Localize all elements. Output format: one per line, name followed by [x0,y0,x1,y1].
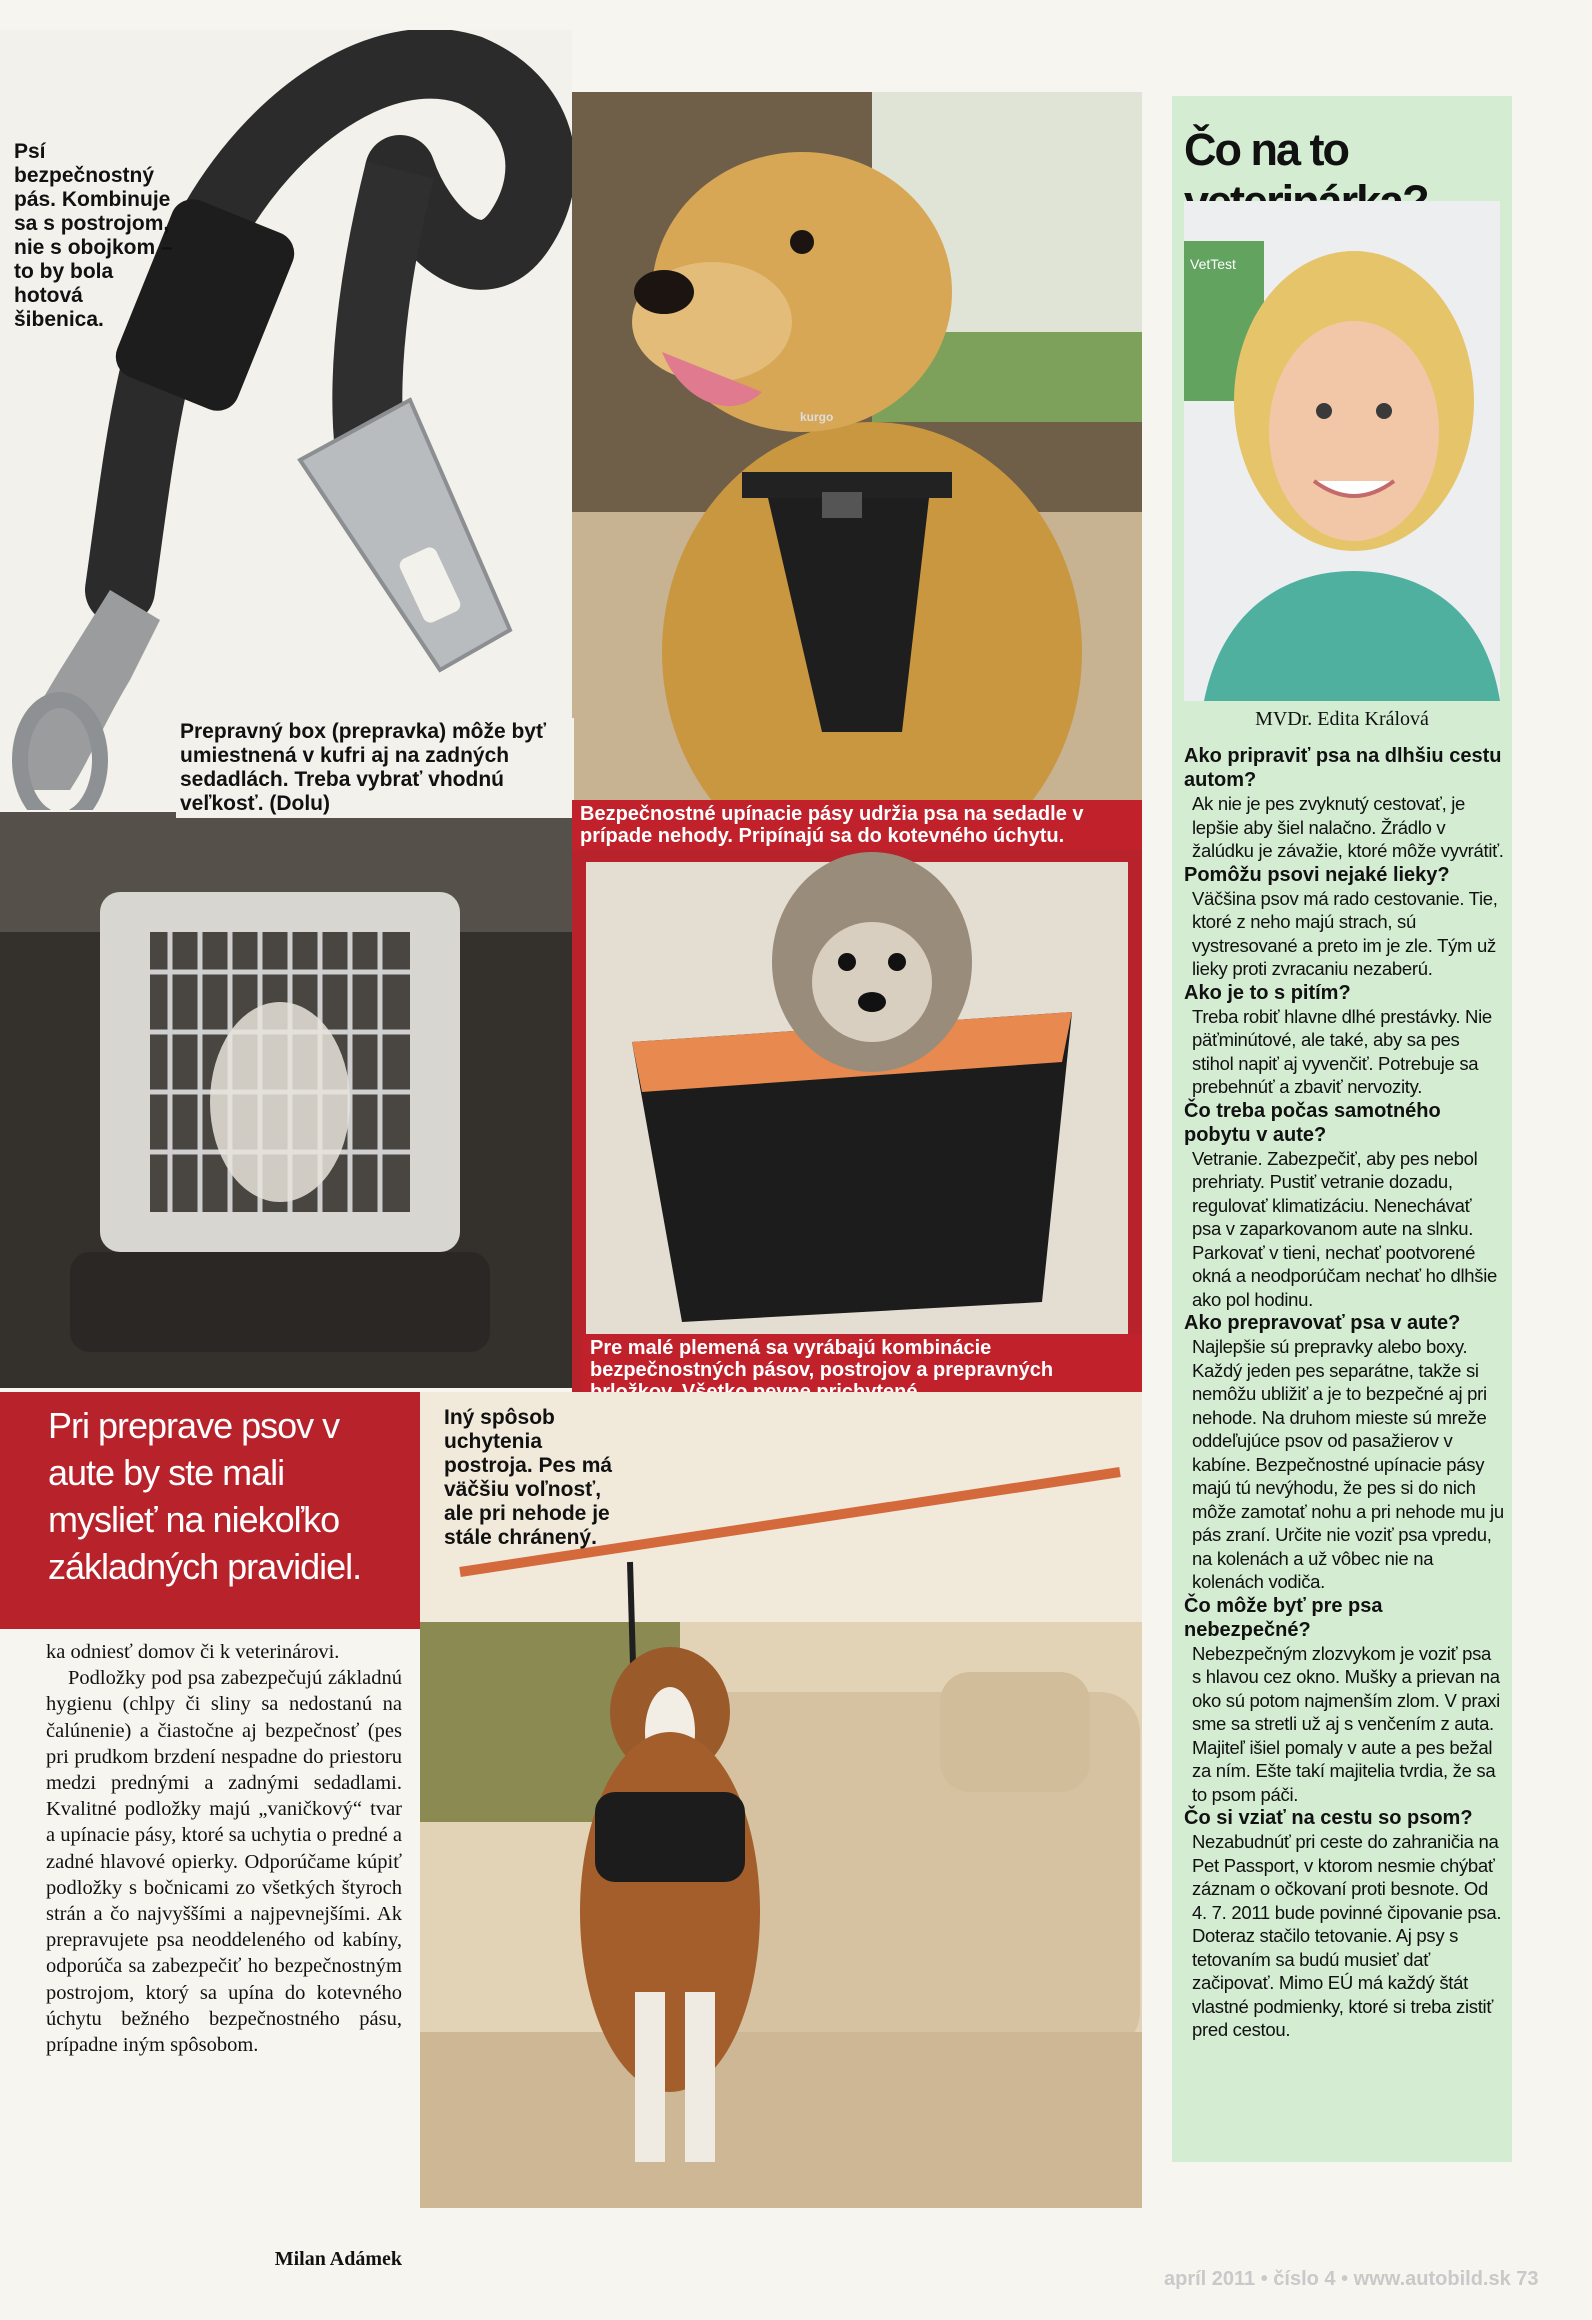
qa-question-4: Čo treba počas samotného pobytu v aute? [1184,1099,1441,1146]
qa-answer-5: Najlepšie sú prepravky alebo boxy. Každý jeden pes separátne, takže si nemôžu ubližiť a je to bezpečné aj pri nehode. Na druhom mieste sú mreže oddeľujúce psov od pasažierov v kabíne. Bezpečnostné upínacie pásy majú tú nevýhodu, že pes si do nich môže zamotať nohu a pri nehode mu ju pás zraní. Určite nie voziť psa vpredu, na kolenách a už vôbec nie na kolenách vodiča. [1192,1336,1504,1592]
pullquote-text: Pri preprave psov v aute by ste mali myslieť na niekoľko základných pravidiel. [48,1405,362,1587]
vet-portrait [1184,201,1500,701]
vet-name: MVDr. Edita Králová [1255,708,1429,730]
body-paragraph-2: Podložky pod psa zabezpečujú základnú hygienu (chlpy či sliny sa nedostanú na čalúnenie) a čiastočne aj bezpečnosť (pes pri prudkom brzdení nespadne do priestoru medzi prednými a zadnými sedadlami. Kvalitné podložky majú „vaničkový“ tvar a upínacie pásy, ktoré sa uchytia o predné a zadné hlavové opierky. Odporúčame kúpiť podložky s bočnicami zo všetkých štyroch strán a čo najvyššími a najpevnejšími. Ak prepravujete psa neoddeleného od kabíny, odporúča sa zabezpečiť ho bezpečnostným postrojom, ktorý sa upína do kotevného úchytu bežného bezpečnostného pásu, prípadne iným spôsobom. [46,1667,402,2057]
qa-question-5: Ako prepravovať psa v aute? [1184,1312,1461,1334]
other-way-caption: Iný spôsob uchytenia postroja. Pes má väčšiu voľnosť, ale pri nehode je stále chránený. [444,1406,613,1549]
qa-list [1184,744,1504,2042]
qa-question-2: Pomôžu psovi nejaké lieky? [1184,863,1450,886]
vet-sidebar [1172,96,1512,2162]
harness-red-caption: Bezpečnostné upínacie pásy udržia psa na sedadle v prípade nehody. Pripínajú sa do kotevného úchytu. [572,800,1142,850]
qa-answer-4: Vetranie. Zabezpečiť, aby pes nebol prehriaty. Pustiť vetranie dozadu, regulovať klimatizáciu. Nenechávať psa v zaparkovanom aute na slnku. Parkovať v tieni, nechať pootvorené okná a neodporúčam nechať ho dlhšie ako pol hodinu. [1192,1147,1497,1310]
golden-retriever-photo [572,92,1142,812]
small-breeds-red-caption: Pre malé plemená sa vyrábajú kombinácie bezpečnostných pásov, postrojov a prepravných [582,1334,1142,1406]
crate-photo [0,812,572,1388]
qa-answer-3: Treba robiť hlavne dlhé prestávky. Nie päťminútové, ale také, aby sa pes stihol napiť aj vyvenčiť. Potrebuje sa prebehnúť a zbaviť nervozity. [1192,1005,1492,1097]
qa-question-1: Ako pripraviť psa na dlhšiu cestu autom? [1184,745,1502,791]
qa-answer-1: Ak nie je pes zvyknutý cestovať, je lepšie aby šiel nalačno. Žrádlo v žalúdku je závažie, ktoré môže vyvrátiť. [1192,793,1504,861]
sidebar-title: Čo na to [1184,124,1348,175]
seatbelt-caption: Psí bezpečnostný pás. Kombinuje sa s postrojom, nie s obojkom – to by bola hotová šibenica. [14,140,173,331]
page-footer: apríl 2011 • číslo 4 • www.autobild.sk 73 [1164,2268,1539,2290]
booster-seat-photo [572,812,1142,1392]
qa-answer-2: Väčšina psov má rado cestovanie. Tie, ktoré z neho majú strach, sú vystresované a preto im je zle. Tým už lieky proti zvracaniu nezaberú. [1192,887,1498,979]
qa-answer-6: Nebezpečným zlozvykom je voziť psa s hlavou cez okno. Mušky a prievan na oko sú potom najmenším zlom. V praxi sme sa stretli už aj s venčením z auta. Majiteľ išiel pomaly v aute a pes bežal za ním. Ešte takí majitelia tvrdia, že sa to psom páči. [1192,1642,1500,1805]
qa-answer-7: Nezabudnúť pri ceste do zahraničia na Pet Passport, v ktorom nesmie chýbať záznam o očkovaní proti besnote. Od 4. 7. 2011 bude povinné čipovanie psa. Doteraz stačilo tetovanie. Aj psy s tetovaním sa budú musieť dať začipovať. Mimo EÚ má každý štát vlastné podmienky, ktoré si treba zistiť pred cestou. [1192,1831,1502,2040]
article-body [46,1639,402,2058]
author-byline: Milan Adámek [274,2248,402,2270]
harness-brand-tag: kurgo [800,410,834,424]
qa-question-7: Čo si vziať na cestu so psom? [1184,1807,1473,1829]
qa-question-6: Čo môže byť pre psa nebezpečné? [1184,1594,1383,1641]
qa-question-3: Ako je to s pitím? [1184,981,1351,1004]
body-paragraph-1: ka odniesť domov či k veterinárovi. [46,1641,340,1663]
vet-sign: VetTest [1190,256,1236,272]
box-caption: Prepravný box (prepravka) môže byť umiestnená v kufri aj na zadných sedadlách. Treba vybrať vhodnú veľkosť. (Dolu) [176,718,574,818]
